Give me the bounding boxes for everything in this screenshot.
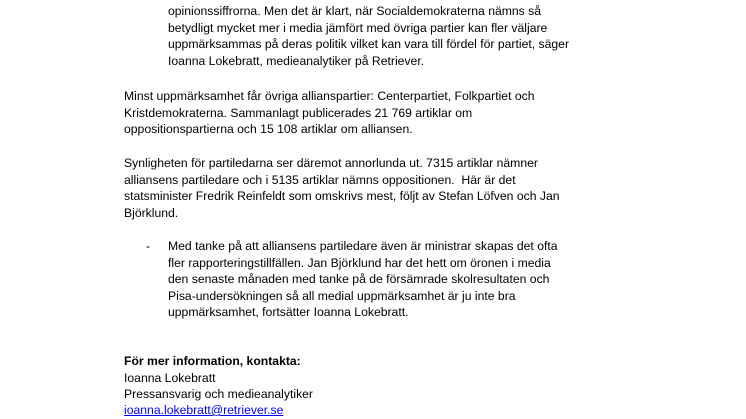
- paragraph-alliance-parties: [124, 88, 535, 138]
- quote-continuation: [168, 3, 569, 69]
- quote-line: opinionssiffrorna. Men det är klart, när Socialdemokraterna nämns så: [168, 4, 542, 18]
- quote-line: den senaste månaden med tanke på de försämrade skolresultaten och: [168, 272, 550, 287]
- quote-line: Med tanke på att alliansens partiledare även är ministrar skapas det ofta: [168, 239, 558, 253]
- quote-line: Pisa-undersökningen så all medial uppmärksamhet är ju inte bra: [168, 288, 516, 303]
- paragraph-line: Björklund.: [124, 205, 179, 220]
- quote-line: uppmärksamhet, fortsätter Ioanna Lokebratt.: [168, 305, 409, 320]
- paragraph-line: statsminister Fredrik Reinfeldt som omskrivs mest, följt av Stefan Löfven och Jan: [124, 189, 560, 204]
- quote-line: Ioanna Lokebratt, medieanalytiker på Retriever.: [168, 53, 425, 68]
- list-dash-marker: -: [146, 239, 151, 253]
- paragraph-line: Kristdemokraterna. Sammanlagt publicerades 21 769 artiklar om: [124, 105, 473, 120]
- quote-line: uppmärksammas på deras politik vilket kan vara till fördel för partiet, säger: [168, 37, 570, 52]
- contact-heading: För mer information, kontakta:: [124, 354, 301, 368]
- paragraph-line: oppositionspartierna och 15 108 artiklar om alliansen.: [124, 122, 413, 137]
- paragraph-line: alliansens partiledare och i 5135 artiklar nämns oppositionen. Här är det: [124, 172, 516, 187]
- quote-line: betydligt mycket mer i media jämfört med övriga partier kan fler väljare: [168, 20, 548, 35]
- quote-line: fler rapporteringstillfällen. Jan Björklund har det hett om öronen i media: [168, 255, 551, 270]
- paragraph-line: Synligheten för partiledarna ser däremot annorlunda ut. 7315 artiklar nämner: [124, 156, 538, 170]
- paragraph-line: Minst uppmärksamhet får övriga allianspartier: Centerpartiet, Folkpartiet och: [124, 89, 535, 103]
- contact-email-link[interactable]: ioanna.lokebratt@retriever.se: [124, 403, 284, 417]
- contact-title: Pressansvarig och medieanalytiker: [124, 387, 313, 401]
- contact-name: Ioanna Lokebratt: [124, 371, 216, 385]
- quote-list-item: [168, 238, 558, 321]
- paragraph-party-leaders: [124, 155, 560, 221]
